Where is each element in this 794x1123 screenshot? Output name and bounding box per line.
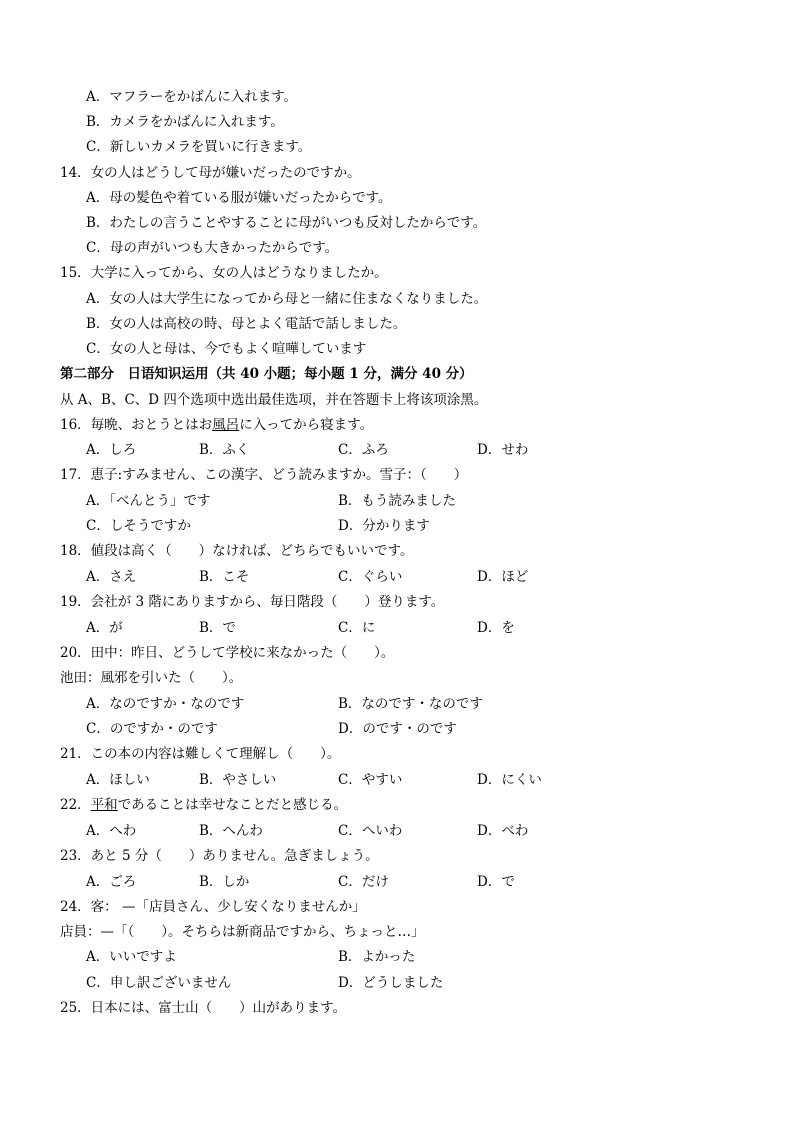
q17-option-d: D．分かります — [338, 518, 430, 534]
q23-option-a: A．ごろ — [86, 874, 137, 890]
q18-option-d: D．ほど — [477, 569, 529, 585]
q14-option-b: B．わたしの言うことやすることに母がいつも反対したからです。 — [86, 215, 487, 231]
question-25: 25．日本には、富士山（ ）山があります。 — [60, 1000, 347, 1016]
q16-option-c: C．ふろ — [338, 442, 389, 458]
q13-option-b: B．カメラをかばんに入れます。 — [86, 114, 284, 130]
question-23: 23．あと 5 分（ ）ありません。急ぎましょう。 — [60, 848, 379, 864]
q20-option-b: B．なのです・なのです — [338, 696, 483, 712]
q18-option-b: B．こそ — [199, 569, 250, 585]
q19-option-d: D．を — [477, 620, 515, 636]
q19-option-a: A．が — [86, 620, 123, 636]
q20-option-c: C．のですか・のです — [86, 721, 218, 737]
q13-option-c: C．新しいカメラを買いに行きます。 — [86, 139, 312, 155]
section-instruction: 从 A、B、C、D 四个选项中选出最佳选项，并在答题卡上将该项涂黑。 — [60, 392, 488, 408]
q18-option-a: A．さえ — [86, 569, 137, 585]
q16-option-a: A．しろ — [86, 442, 137, 458]
q21-option-d: D．にくい — [477, 772, 542, 788]
q18-option-c: C．ぐらい — [338, 569, 403, 585]
q22-underlined-word: 平和 — [90, 797, 118, 813]
q22-option-a: A．へわ — [86, 823, 137, 839]
q19-option-b: B．で — [199, 620, 236, 636]
q21-option-c: C．やすい — [338, 772, 403, 788]
q19-option-c: C．に — [338, 620, 376, 636]
question-24: 24．客： —「店員さん、少し安くなりませんか」 — [60, 899, 366, 915]
q23-option-b: B．しか — [199, 874, 250, 890]
q24-option-c: C．申し訳ございません — [86, 975, 232, 991]
question-15: 15．大学に入ってから、女の人はどうなりましたか。 — [60, 265, 388, 281]
q22-option-c: C．へいわ — [338, 823, 403, 839]
q21-option-b: B．やさしい — [199, 772, 277, 788]
question-18: 18．値段は高く（ ）なければ、どちらでもいいです。 — [60, 543, 414, 559]
question-20: 20．田中：昨日、どうして学校に来なかった（ ）。 — [60, 645, 395, 661]
q22-option-b: B．へんわ — [199, 823, 263, 839]
q14-option-a: A．母の髪色や着ている服が嫌いだったからです。 — [86, 190, 392, 206]
q24-option-b: B．よかった — [338, 949, 416, 965]
section-heading: 第二部分 日语知识运用（共 40 小题；每小题 1 分，满分 40 分） — [60, 366, 473, 382]
q23-option-c: C．だけ — [338, 874, 389, 890]
q22-text-post: であることは幸せなことだと感じる。 — [117, 797, 348, 813]
q15-option-c: C．女の人と母は、今でもよく喧嘩しています — [86, 341, 367, 357]
q16-underlined-word: 風呂 — [212, 417, 240, 433]
question-16 — [60, 416, 373, 434]
question-22 — [60, 796, 347, 814]
q24-option-a: A．いいですよ — [86, 949, 177, 965]
q20-option-a: A．なのですか・なのです — [86, 696, 245, 712]
q24-option-d: D．どうしました — [338, 975, 444, 991]
q16-option-b: B．ふく — [199, 442, 250, 458]
q13-option-a: A．マフラーをかばんに入れます。 — [86, 89, 298, 105]
question-21: 21．この本の内容は難しくて理解し（ ）。 — [60, 746, 341, 762]
q17-option-a: A．「べんとう」です — [86, 493, 211, 509]
q17-option-b: B．もう読みました — [338, 493, 456, 509]
q17-option-c: C．しそうですか — [86, 518, 191, 534]
q22-option-d: D．べわ — [477, 823, 529, 839]
q16-option-d: D．せわ — [477, 442, 529, 458]
question-19: 19．会社が 3 階にありますから、毎日階段（ ）登ります。 — [60, 594, 445, 610]
q23-option-d: D．で — [477, 874, 515, 890]
question-17: 17．恵子:すみません、この漢字、どう読みますか。雪子：（ ） — [60, 467, 468, 483]
q15-option-a: A．女の人は大学生になってから母と一緒に住まなくなりました。 — [86, 291, 488, 307]
q16-text-pre: 16．毎晩、おとうとはお — [60, 417, 213, 433]
question-20-reply: 池田：風邪を引いた（ ）。 — [60, 670, 243, 686]
q16-text-post: に入ってから寝ます。 — [239, 417, 374, 433]
question-24-reply: 店員：—「（ ）。そちらは新商品ですから、ちょっと…」 — [60, 924, 425, 940]
question-14: 14．女の人はどうして母が嫌いだったのですか。 — [60, 165, 361, 181]
q22-number: 22． — [60, 797, 91, 813]
q21-option-a: A．ほしい — [86, 772, 150, 788]
q14-option-c: C．母の声がいつも大きかったからです。 — [86, 240, 339, 256]
q15-option-b: B．女の人は高校の時、母とよく電話で話しました。 — [86, 316, 407, 332]
q20-option-d: D．のです・のです — [338, 721, 457, 737]
